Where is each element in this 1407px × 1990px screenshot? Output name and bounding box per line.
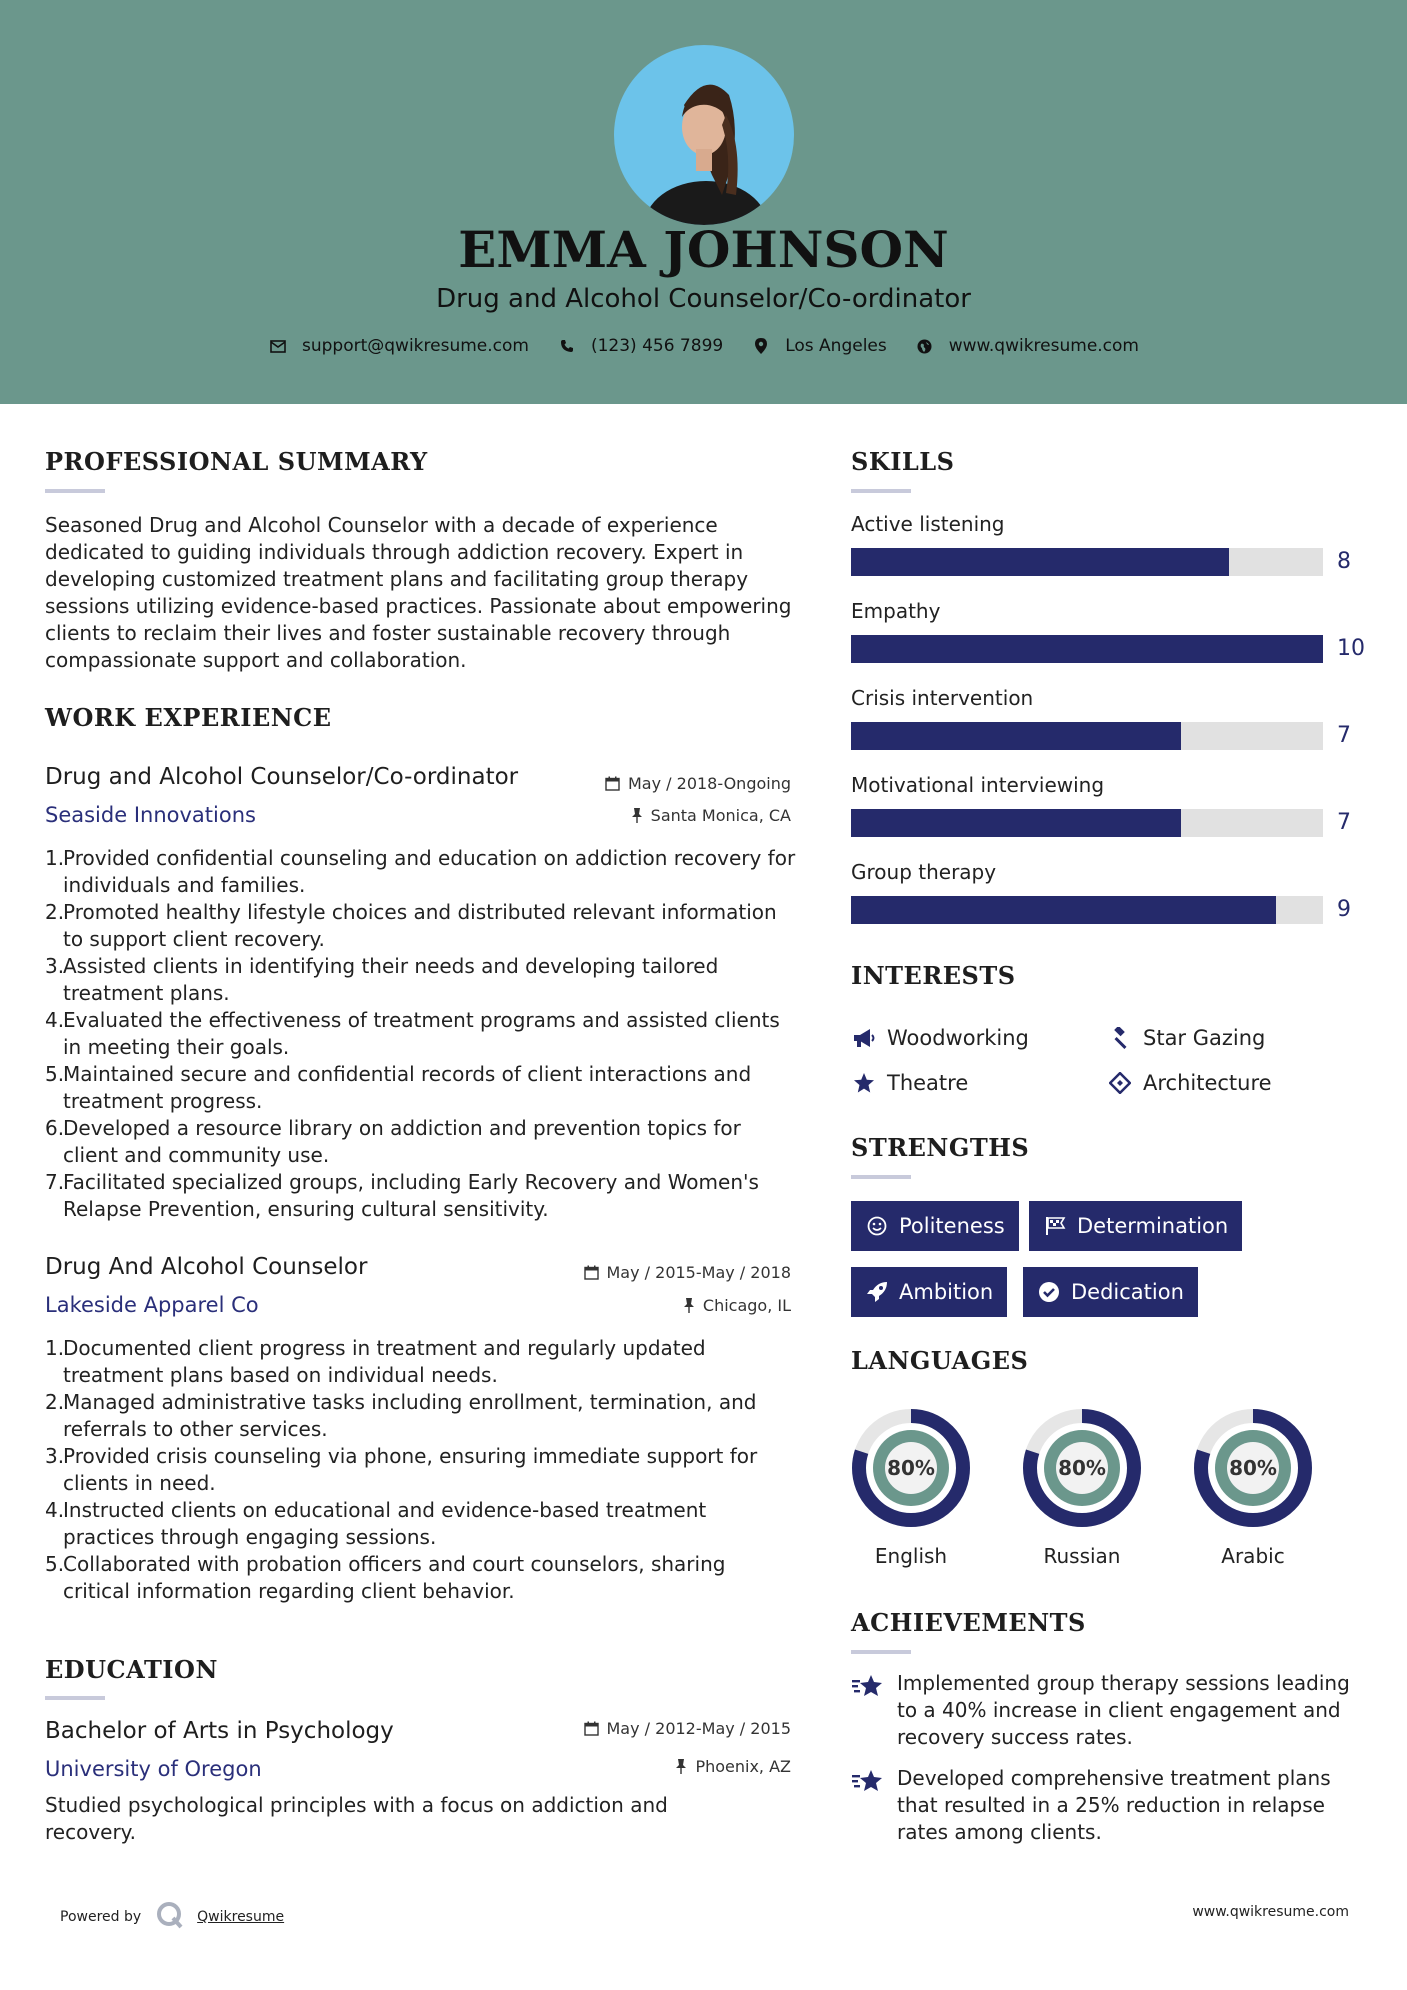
footer-website[interactable]: www.qwikresume.com [1192,1904,1349,1920]
job-location-text: Chicago, IL [702,1296,791,1315]
language-name: English [874,1544,948,1568]
skill-name: Group therapy [851,860,997,884]
job-location [520,806,791,825]
contact-website[interactable] [915,336,1139,356]
megaphone-icon [851,1025,877,1051]
education-dates [520,1719,791,1738]
job-dates-text: May / 2018-Ongoing [628,774,791,793]
skills-underline [851,489,911,493]
candidate-role: Drug and Alcohol Counselor/Co-ordinator [436,284,971,314]
list-item: 2. Managed administrative tasks including enrollment, termination, and referrals to other services. [45,1390,757,1441]
list-item: 6. Developed a resource library on addiction and prevention topics for client and community use. [45,1116,741,1167]
job-bullets [45,845,797,1223]
strength-label: Ambition [899,1280,994,1304]
calendar-icon [605,776,620,791]
job-location [520,1296,791,1315]
website-text: www.qwikresume.com [948,336,1139,356]
email-text: support@qwikresume.com [302,336,529,356]
skill-bar-fill [851,548,1229,576]
education-heading: EDUCATION [45,1655,218,1684]
strength-badge [1029,1201,1242,1251]
ticket-icon [1107,1070,1133,1096]
list-item: 4. Instructed clients on educational and evidence-based treatment practices through engaging sessions. [45,1498,707,1549]
star-icon [851,1070,877,1096]
skill-bar-fill [851,809,1181,837]
skill-value: 7 [1337,723,1351,748]
calendar-icon [584,1265,599,1280]
summary-text: Seasoned Drug and Alcohol Counselor with a decade of experience dedicated to guiding individuals through addiction recovery. Expert in developing customized treatment plans and facilitating group therapy sessions utilizing evidence-based practices. Passionate about empowering clients to reclaim their lives and foster sustainable recovery through compassionate support and collaboration. [45,513,792,672]
pushpin-icon [631,808,643,823]
job-dates [520,774,791,793]
flag-icon [1043,1214,1067,1238]
education-underline [45,1696,105,1700]
language-item [1191,1406,1315,1568]
candidate-name: EMMA JOHNSON [458,220,949,279]
list-item: 4. Evaluated the effectiveness of treatment programs and assisted clients in meeting their goals. [45,1008,780,1059]
school-name: University of Oregon [45,1757,262,1781]
achievement-text: Developed comprehensive treatment plans that resulted in a 25% reduction in relapse rates among clients. [897,1766,1331,1844]
interest-label: Architecture [1143,1071,1272,1095]
list-item: 5. Collaborated with probation officers and court counselors, sharing critical information regarding client behavior. [45,1552,726,1603]
education-dates-text: May / 2012-May / 2015 [606,1719,791,1738]
contact-location [751,336,887,356]
list-item: 7. Facilitated specialized groups, including Early Recovery and Women's Relapse Prevention, ensuring cultural sensitivity. [45,1170,759,1221]
phone-icon [557,336,577,356]
job-company: Lakeside Apparel Co [45,1293,259,1317]
list-item: 5. Maintained secure and confidential records of client interactions and treatment progress. [45,1062,752,1113]
skill-name: Motivational interviewing [851,773,1105,797]
calendar-icon [584,1721,599,1736]
skill-bar [851,548,1323,576]
skill-value: 10 [1337,636,1365,661]
pushpin-icon [683,1298,695,1313]
envelope-icon [268,336,288,356]
strength-label: Dedication [1071,1280,1184,1304]
education-text: Studied psychological principles with a focus on addiction and recovery. [45,1793,668,1844]
summary-underline [45,489,105,493]
skill-value: 8 [1337,549,1351,574]
skill-bar [851,722,1323,750]
education-location [520,1757,791,1776]
strength-label: Politeness [899,1214,1005,1238]
strength-label: Determination [1077,1214,1229,1238]
language-ring [1020,1406,1144,1530]
skill-bar-fill [851,722,1181,750]
gavel-icon [1107,1025,1133,1051]
resume-header [0,0,1407,404]
interest-item [1107,1025,1265,1051]
profile-photo [614,45,794,225]
achievements-heading: ACHIEVEMENTS [851,1608,1086,1637]
skill-bar-fill [851,896,1276,924]
language-item [849,1406,973,1568]
interest-label: Star Gazing [1143,1026,1266,1050]
language-name: Russian [1043,1544,1121,1568]
strengths-underline [851,1175,911,1179]
location-text: Los Angeles [785,336,887,356]
skill-name: Empathy [851,599,941,623]
list-item: 3. Provided crisis counseling via phone, ensuring immediate support for clients in need. [45,1444,758,1495]
interest-item [851,1070,968,1096]
job-dates-text: May / 2015-May / 2018 [606,1263,791,1282]
achievement-item [851,1670,1361,1751]
footer-powered-by [60,1900,284,1934]
globe-icon [915,336,935,356]
contact-bar [0,336,1407,356]
language-percent: 80% [1058,1456,1106,1480]
map-pin-icon [751,336,771,356]
qwikresume-logo-icon [155,1900,185,1934]
skill-name: Crisis intervention [851,686,1034,710]
star-badge-icon [851,1672,887,1751]
check-circle-icon [1037,1280,1061,1304]
list-item: 1. Provided confidential counseling and education on addiction recovery for individuals and families. [45,846,796,897]
education-location-text: Phoenix, AZ [695,1757,791,1776]
contact-phone[interactable] [557,336,723,356]
skill-value: 9 [1337,897,1351,922]
language-name: Arabic [1221,1544,1285,1568]
language-percent: 80% [887,1456,935,1480]
job-company: Seaside Innovations [45,803,256,827]
skill-bar-fill [851,635,1323,663]
language-ring [1191,1406,1315,1530]
skill-bar [851,896,1323,924]
job-title: Drug And Alcohol Counselor [45,1254,368,1280]
strength-badge [1023,1267,1198,1317]
skill-bar [851,809,1323,837]
skill-name: Active listening [851,512,1005,536]
list-item: 3. Assisted clients in identifying their needs and developing tailored treatment plans. [45,954,719,1005]
list-item: 1. Documented client progress in treatment and regularly updated treatment plans based on individual needs. [45,1336,706,1387]
strength-badge [851,1267,1007,1317]
strength-badge [851,1201,1019,1251]
language-percent: 80% [1229,1456,1277,1480]
interests-heading: INTERESTS [851,961,1016,990]
smile-icon [865,1214,889,1238]
languages-heading: LANGUAGES [851,1346,1029,1375]
skills-heading: SKILLS [851,447,955,476]
job-location-text: Santa Monica, CA [650,806,791,825]
skill-bar [851,635,1323,663]
strengths-heading: STRENGTHS [851,1133,1030,1162]
pushpin-icon [675,1759,687,1774]
job-title: Drug and Alcohol Counselor/Co-ordinator [45,764,519,790]
qwikresume-link[interactable]: Qwikresume [197,1909,285,1925]
language-item [1020,1406,1144,1568]
job-dates [520,1263,791,1282]
interest-label: Theatre [887,1071,969,1095]
achievement-text: Implemented group therapy sessions leading to a 40% increase in client engagement and recovery success rates. [897,1671,1350,1749]
star-badge-icon [851,1767,887,1846]
contact-email[interactable] [268,336,529,356]
powered-by-text: Powered by [60,1909,142,1925]
job-bullets [45,1335,797,1605]
achievements-underline [851,1650,911,1654]
achievement-item [851,1765,1361,1846]
list-item: 2. Promoted healthy lifestyle choices and distributed relevant information to support client recovery. [45,900,777,951]
interest-item [1107,1070,1272,1096]
experience-heading: WORK EXPERIENCE [45,703,332,732]
interest-label: Woodworking [887,1026,1029,1050]
language-ring [849,1406,973,1530]
interest-item [851,1025,1029,1051]
skill-value: 7 [1337,810,1351,835]
rocket-icon [865,1280,889,1304]
phone-text: (123) 456 7899 [590,336,724,356]
degree-title: Bachelor of Arts in Psychology [45,1718,394,1744]
summary-heading: PROFESSIONAL SUMMARY [45,447,428,476]
